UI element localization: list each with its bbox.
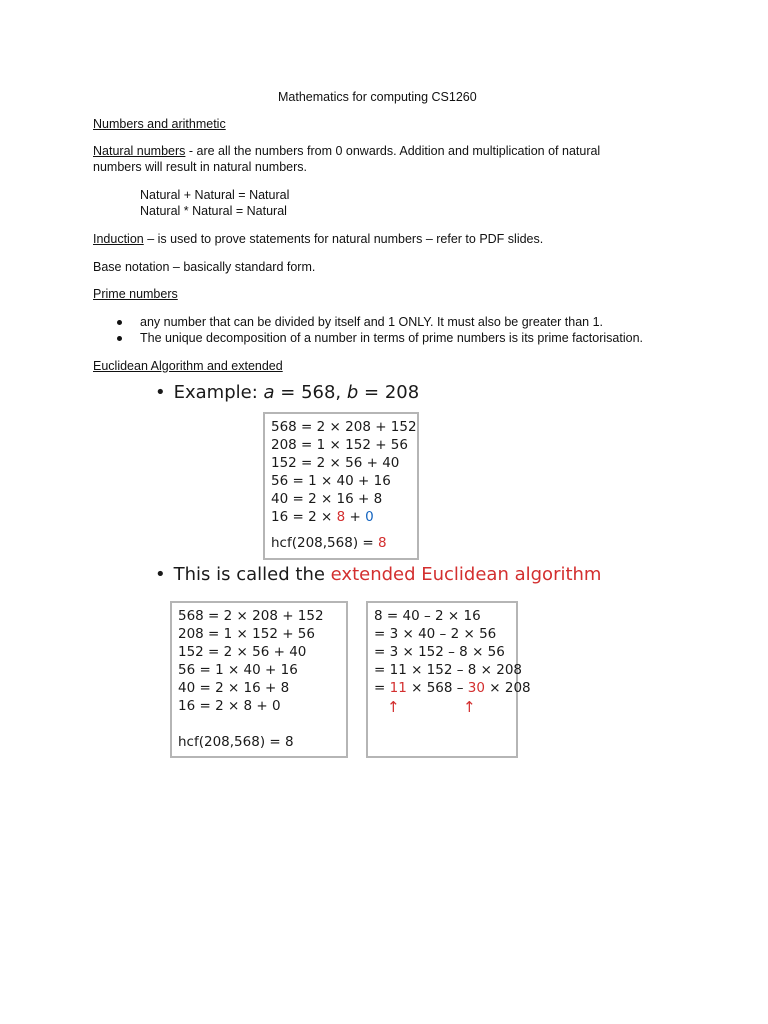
euclid-step: 16 = 2 × 8 + 0 — [178, 698, 281, 714]
final-step-prefix: 16 = 2 × — [271, 509, 337, 525]
variable-b: b — [346, 382, 359, 403]
euclid-step: 152 = 2 × 56 + 40 — [178, 644, 307, 660]
back-sub-step: = 11 × 152 – 8 × 208 — [374, 662, 523, 678]
prime-bullet-1: any number that can be divided by itself and 1 ONLY. It must also be greater than 1. — [140, 315, 604, 329]
spacer — [178, 715, 340, 733]
euclid-step: 208 = 1 × 152 + 56 — [271, 437, 408, 453]
hcf-value: 8 — [378, 535, 387, 551]
final-mid: × 568 – — [406, 680, 468, 696]
extended-heading-name: extended Euclidean algorithm — [330, 564, 602, 585]
variable-a: a — [263, 382, 275, 403]
hcf-result: hcf(208,568) = 8 — [178, 734, 294, 750]
coefficient-11: 11 — [389, 680, 407, 696]
euclid-step: 56 = 1 × 40 + 16 — [271, 473, 391, 489]
euclidean-heading: Euclidean Algorithm and extended — [93, 359, 283, 373]
example-label: Example: — [173, 382, 264, 403]
bullet-icon — [117, 320, 122, 325]
final-eq: = — [374, 680, 390, 696]
back-substitution-box — [366, 601, 531, 758]
euclid-step: 152 = 2 × 56 + 40 — [271, 455, 400, 471]
euclid-step: 568 = 2 × 208 + 152 — [178, 608, 324, 624]
euclid-step: 40 = 2 × 16 + 8 — [178, 680, 290, 696]
euclid-step: 208 = 1 × 152 + 56 — [178, 626, 315, 642]
natural-numbers-def-line2: numbers will result in natural numbers. — [93, 160, 307, 174]
back-sub-final — [374, 679, 531, 697]
natural-rule-multiplication: Natural * Natural = Natural — [140, 204, 287, 218]
back-sub-step: = 3 × 40 – 2 × 56 — [374, 626, 497, 642]
natural-numbers-paragraph — [93, 143, 600, 159]
back-sub-step: 8 = 40 – 2 × 16 — [374, 608, 481, 624]
euclid-final-step — [271, 508, 411, 526]
example-a-value: = 568, — [274, 382, 347, 403]
natural-rule-addition: Natural + Natural = Natural — [140, 188, 290, 202]
extended-heading-prefix: This is called the — [173, 564, 331, 585]
example-calculation-box — [263, 412, 419, 560]
induction-term: Induction — [93, 232, 144, 246]
euclid-step: 568 = 2 × 208 + 152 — [271, 419, 417, 435]
prime-numbers-heading: Prime numbers — [93, 287, 178, 301]
example-heading — [155, 382, 419, 404]
section-heading-numbers: Numbers and arithmetic — [93, 117, 226, 131]
example-b-value: = 208 — [358, 382, 420, 403]
slide-bullet-icon: • — [155, 382, 166, 403]
hcf-result — [271, 534, 411, 552]
back-sub-step: = 3 × 152 – 8 × 56 — [374, 644, 505, 660]
hcf-prefix: hcf(208,568) = — [271, 535, 378, 551]
slide-bullet-icon: • — [155, 564, 166, 585]
induction-paragraph — [93, 231, 543, 247]
final-step-remainder: 8 — [336, 509, 346, 525]
natural-numbers-term: Natural numbers — [93, 144, 186, 158]
prime-bullet-2: The unique decomposition of a number in terms of prime numbers is its prime factorisation. — [140, 331, 644, 345]
base-notation-paragraph: Base notation – basically standard form. — [93, 260, 316, 274]
euclid-step: 56 = 1 × 40 + 16 — [178, 662, 298, 678]
up-arrow-icon: ↑ — [463, 698, 476, 716]
extended-heading — [155, 564, 601, 586]
induction-text: – is used to prove statements for natural numbers – refer to PDF slides. — [143, 232, 544, 246]
natural-numbers-def-line1: - are all the numbers from 0 onwards. Addition and multiplication of natural — [185, 144, 601, 158]
final-step-zero: 0 — [365, 509, 374, 525]
page-title: Mathematics for computing CS1260 — [278, 90, 477, 104]
euclid-steps-box — [170, 601, 348, 758]
final-end: × 208 — [484, 680, 531, 696]
spacer — [271, 526, 411, 534]
bullet-icon — [117, 336, 122, 341]
up-arrow-icon: ↑ — [387, 698, 400, 716]
coefficient-30: 30 — [467, 680, 485, 696]
final-step-plus: + — [345, 509, 366, 525]
euclid-step: 40 = 2 × 16 + 8 — [271, 491, 383, 507]
